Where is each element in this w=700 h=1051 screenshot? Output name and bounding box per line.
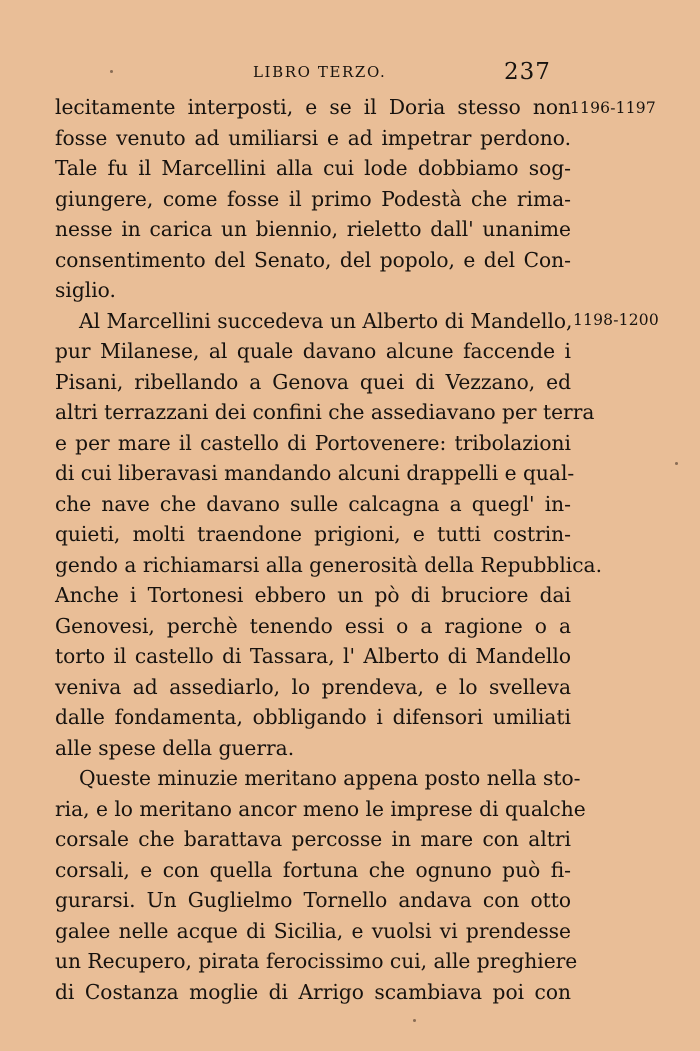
margin-date-note: 1198-1200 bbox=[573, 311, 659, 329]
text-line: un Recupero, pirata ferocissimo cui, alle preghiere bbox=[55, 949, 578, 973]
paper-speck bbox=[413, 1019, 416, 1022]
text-line: pur Milanese, al quale davano alcune faccende i bbox=[55, 339, 571, 363]
text-line: che nave che davano sulle calcagna a quegl' in- bbox=[55, 491, 571, 516]
text-line: Al Marcellini succedeva un Alberto di Mandello, bbox=[79, 308, 573, 333]
text-line: altri terrazzani dei confini che assediavano per terra bbox=[55, 400, 595, 424]
text-line: fosse venuto ad umiliarsi e ad impetrar perdono. bbox=[55, 125, 571, 150]
text-line: Pisani, ribellando a Genova quei di Vezzano, ed bbox=[55, 369, 571, 394]
text-line: giungere, come fosse il primo Podestà che rima- bbox=[55, 186, 571, 211]
text-line: e per mare il castello di Portovenere: tribolazioni bbox=[55, 430, 571, 455]
text-line: Genovesi, perchè tenendo essi o a ragione o a bbox=[55, 613, 571, 638]
text-line: Queste minuzie meritano appena posto nella sto- bbox=[79, 766, 581, 790]
text-line: di Costanza moglie di Arrigo scambiava poi con bbox=[55, 979, 571, 1004]
page-number: 237 bbox=[504, 59, 551, 85]
text-line: dalle fondamenta, obbligando i difensori umiliati bbox=[55, 705, 571, 729]
text-line: Tale fu il Marcellini alla cui lode dobbiamo sog- bbox=[55, 156, 571, 180]
text-line: alle spese della guerra. bbox=[55, 735, 295, 760]
running-head: LIBRO TERZO. bbox=[253, 63, 387, 81]
text-line: veniva ad assediarlo, lo prendeva, e lo svelleva bbox=[55, 674, 571, 699]
text-line: Anche i Tortonesi ebbero un pò di bruciore dai bbox=[55, 583, 571, 607]
text-line: ria, e lo meritano ancor meno le imprese di qualche bbox=[55, 796, 586, 821]
page-header bbox=[0, 61, 700, 87]
text-line: lecitamente interposti, e se il Doria stesso non bbox=[55, 95, 571, 119]
text-line: gurarsi. Un Guglielmo Tornello andava con otto bbox=[55, 888, 571, 912]
text-line: corsale che barattava percosse in mare con altri bbox=[55, 827, 571, 851]
text-line: di cui liberavasi mandando alcuni drappelli e qual- bbox=[55, 461, 575, 485]
paper-speck bbox=[110, 70, 113, 73]
margin-date-note: 1196-1197 bbox=[570, 99, 656, 117]
text-line: consentimento del Senato, del popolo, e del Con- bbox=[55, 247, 571, 272]
text-line: galee nelle acque di Sicilia, e vuolsi vi prendesse bbox=[55, 918, 571, 943]
text-line: siglio. bbox=[55, 278, 116, 302]
text-line: gendo a richiamarsi alla generosità della Repubblica. bbox=[55, 552, 603, 577]
text-line: corsali, e con quella fortuna che ognuno può fi- bbox=[55, 857, 571, 882]
text-line: nesse in carica un biennio, rieletto dall' unanime bbox=[55, 217, 571, 241]
text-line: quieti, molti traendone prigioni, e tutti costrin- bbox=[55, 522, 571, 546]
text-line: torto il castello di Tassara, l' Alberto di Mandello bbox=[55, 644, 571, 668]
paper-speck bbox=[675, 462, 678, 465]
